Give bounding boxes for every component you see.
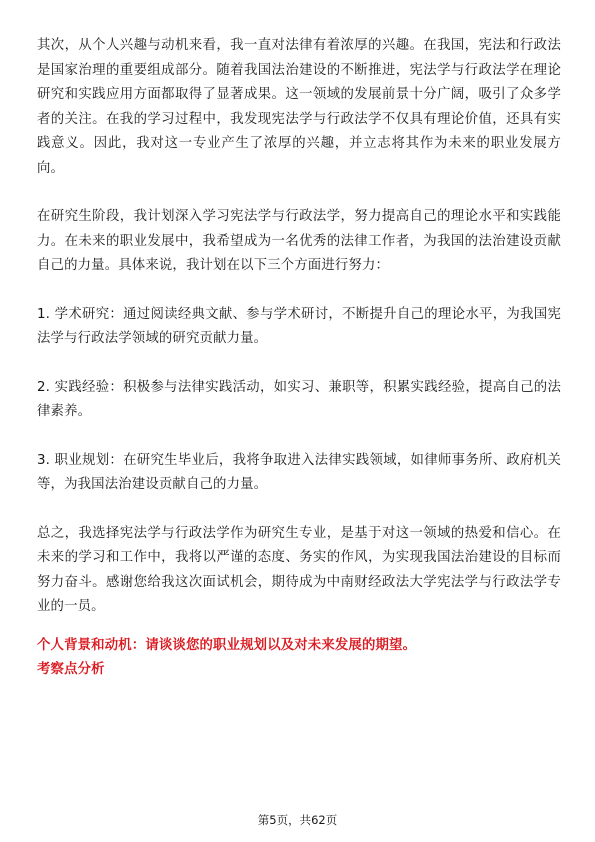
list-item-career-plan: 3. 职业规划：在研究生毕业后，我将争取进入法律实践领域，如律师事务所、政府机关等，为我国法治建设贡献自己的力量。	[37, 452, 561, 492]
paragraph-interest-motivation: 其次，从个人兴趣与动机来看，我一直对法律有着浓厚的兴趣。在我国，宪法和行政法是国家治理的重要组成部分。随着我国法治建设的不断推进，宪法学与行政法学在理论研究和实践应用方面都取得了显著成果。这一领域的发展前景十分广阔，吸引了众多学者的关注。在我的学习过程中，我发现宪法学与行政法学不仅具有理论价值，还具有实践意义。因此，我对这一专业产生了浓厚的兴趣，并立志将其作为未来的职业发展方向。	[37, 38, 561, 176]
interview-question: 个人背景和动机：请谈谈您的职业规划以及对未来发展的期望。	[37, 637, 417, 653]
list-item-academic-research: 1. 学术研究：通过阅读经典文献、参与学术研讨，不断提升自己的理论水平，为我国宪法学与行政法学领域的研究贡献力量。	[37, 306, 561, 346]
paragraph-graduate-plan: 在研究生阶段，我计划深入学习宪法学与行政法学，努力提高自己的理论水平和实践能力。在未来的职业发展中，我希望成为一名优秀的法律工作者，为我国的法治建设贡献自己的力量。具体来说，我计划在以下三个方面进行努力：	[37, 209, 561, 273]
list-item-practice-experience: 2. 实践经验：积极参与法律实践活动，如实习、兼职等，积累实践经验，提高自己的法律素养。	[37, 379, 561, 419]
document-body	[37, 34, 561, 682]
page-footer: 第5页，共62页	[257, 813, 338, 827]
section-heading: 考察点分析	[37, 661, 105, 677]
paragraph-conclusion: 总之，我选择宪法学与行政法学作为研究生专业，是基于对这一领域的热爱和信心。在未来的学习和工作中，我将以严谨的态度、务实的作风，为实现我国法治建设的目标而努力奋斗。感谢您给我这次面试机会，期待成为中南财经政法大学宪法学与行政法学专业的一员。	[37, 525, 561, 614]
